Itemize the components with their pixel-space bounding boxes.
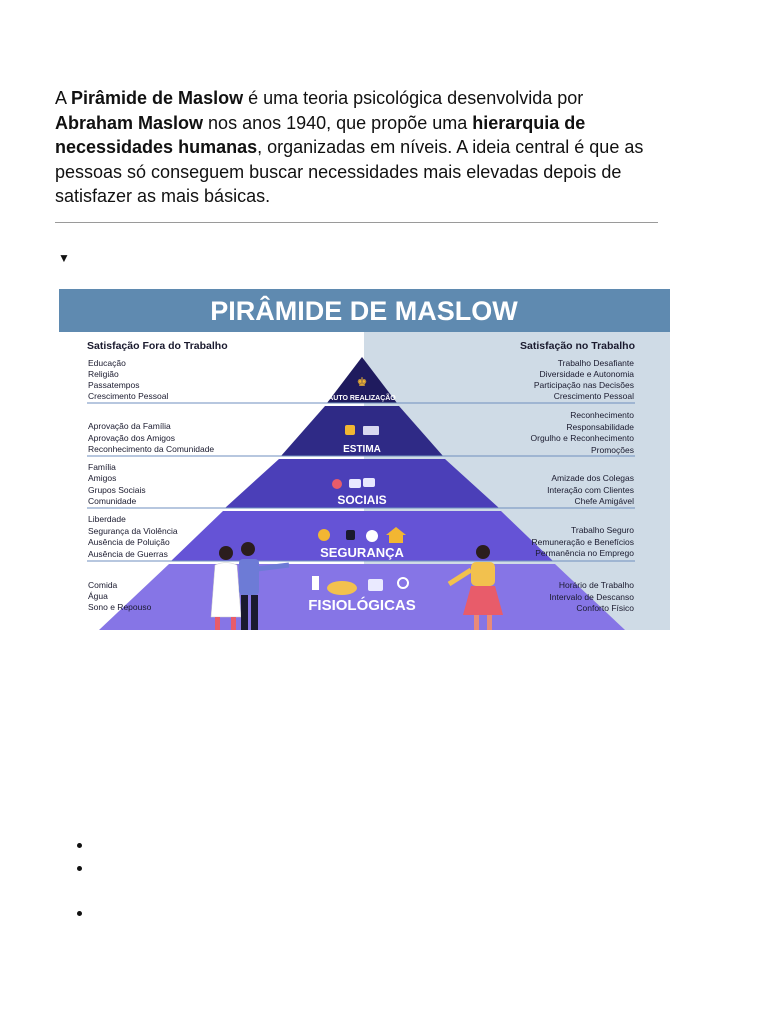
bed-icon (368, 579, 383, 591)
lock-icon (346, 530, 355, 540)
right-item: Intervalo de Descanso (549, 592, 634, 602)
empty-list-bullet (77, 843, 82, 848)
horizontal-rule (55, 222, 658, 223)
intro-bold-1: Pirâmide de Maslow (71, 88, 244, 108)
heart-icon (332, 479, 342, 489)
left-item: Passatempos (88, 380, 140, 390)
medical-cross-icon (366, 530, 378, 542)
glass-icon (312, 576, 319, 590)
left-item: Família (88, 462, 116, 472)
food-icon (327, 581, 357, 595)
level-label: SEGURANÇA (320, 545, 404, 560)
right-item: Crescimento Pessoal (553, 391, 634, 401)
left-item: Ausência de Poluição (88, 537, 170, 547)
trophy-icon (345, 425, 355, 435)
right-item: Amizade dos Colegas (551, 473, 634, 483)
right-item: Trabalho Desafiante (557, 358, 634, 368)
left-item: Religião (88, 369, 119, 379)
chat-bubble-icon (363, 478, 375, 487)
left-item: Amigos (88, 473, 117, 483)
level-label: AUTO REALIZAÇÃO (328, 395, 396, 402)
level-label: SOCIAIS (337, 493, 387, 507)
house-body (389, 535, 403, 543)
left-item: Educação (88, 358, 126, 368)
right-item: Responsabilidade (566, 422, 634, 432)
right-item: Trabalho Seguro (570, 525, 634, 535)
right-item: Diversidade e Autonomia (539, 369, 634, 379)
disclosure-triangle-icon[interactable]: ▼ (58, 251, 70, 265)
right-item: Remuneração e Benefícios (531, 537, 634, 547)
left-item: Ausência de Guerras (88, 549, 168, 559)
intro-paragraph (55, 86, 665, 209)
intro-bold-3: hierarquia de necessidades humanas (55, 112, 586, 157)
left-item: Crescimento Pessoal (88, 391, 169, 401)
empty-list-bullet (77, 911, 82, 916)
left-item: Comida (88, 580, 118, 590)
left-item: Aprovação da Família (88, 421, 171, 431)
right-item: Conforto Físico (576, 603, 634, 613)
left-item: Liberdade (88, 514, 126, 524)
left-item: Segurança da Violência (88, 526, 178, 536)
right-item: Reconhecimento (570, 410, 634, 420)
intro-text-4: , organizadas em níveis. A ideia central é que as pessoas só conseguem buscar necessidades mais elevadas depois de satisfazer as mais básicas. (55, 137, 644, 206)
right-item: Participação nas Decisões (533, 380, 634, 390)
intro-text-3: nos anos 1940, que propõe uma (203, 112, 473, 133)
empty-list-bullet (77, 866, 82, 871)
right-item: Interação com Clientes (547, 485, 634, 495)
left-item: Sono e Repouso (88, 602, 152, 612)
intro-bold-2: Abraham Maslow (55, 112, 204, 133)
left-item: Aprovação dos Amigos (88, 433, 175, 443)
right-item: Horário de Trabalho (558, 580, 634, 590)
crown-icon: ♚ (356, 375, 368, 389)
left-item: Água (88, 591, 108, 601)
left-item: Grupos Sociais (88, 485, 146, 495)
chat-bubble-icon (349, 479, 361, 488)
maslow-pyramid-figure (59, 289, 670, 630)
certificate-icon (363, 426, 379, 435)
coin-icon (318, 529, 330, 541)
intro-text-2: é uma teoria psicológica desenvolvida por (243, 88, 584, 108)
level-label: ESTIMA (343, 444, 381, 455)
level-label: FISIOLÓGICAS (308, 597, 416, 614)
left-header: Satisfação Fora do Trabalho (87, 340, 228, 352)
right-item: Orgulho e Reconhecimento (530, 433, 634, 443)
right-item: Promoções (591, 445, 634, 455)
right-item: Permanência no Emprego (535, 548, 634, 558)
intro-text-1: A (55, 88, 72, 108)
left-item: Comunidade (88, 496, 137, 506)
right-header: Satisfação no Trabalho (520, 340, 635, 352)
figure-title: PIRÂMIDE DE MASLOW (210, 296, 518, 326)
left-item: Reconhecimento da Comunidade (88, 444, 215, 454)
right-item: Chefe Amigável (574, 496, 634, 506)
